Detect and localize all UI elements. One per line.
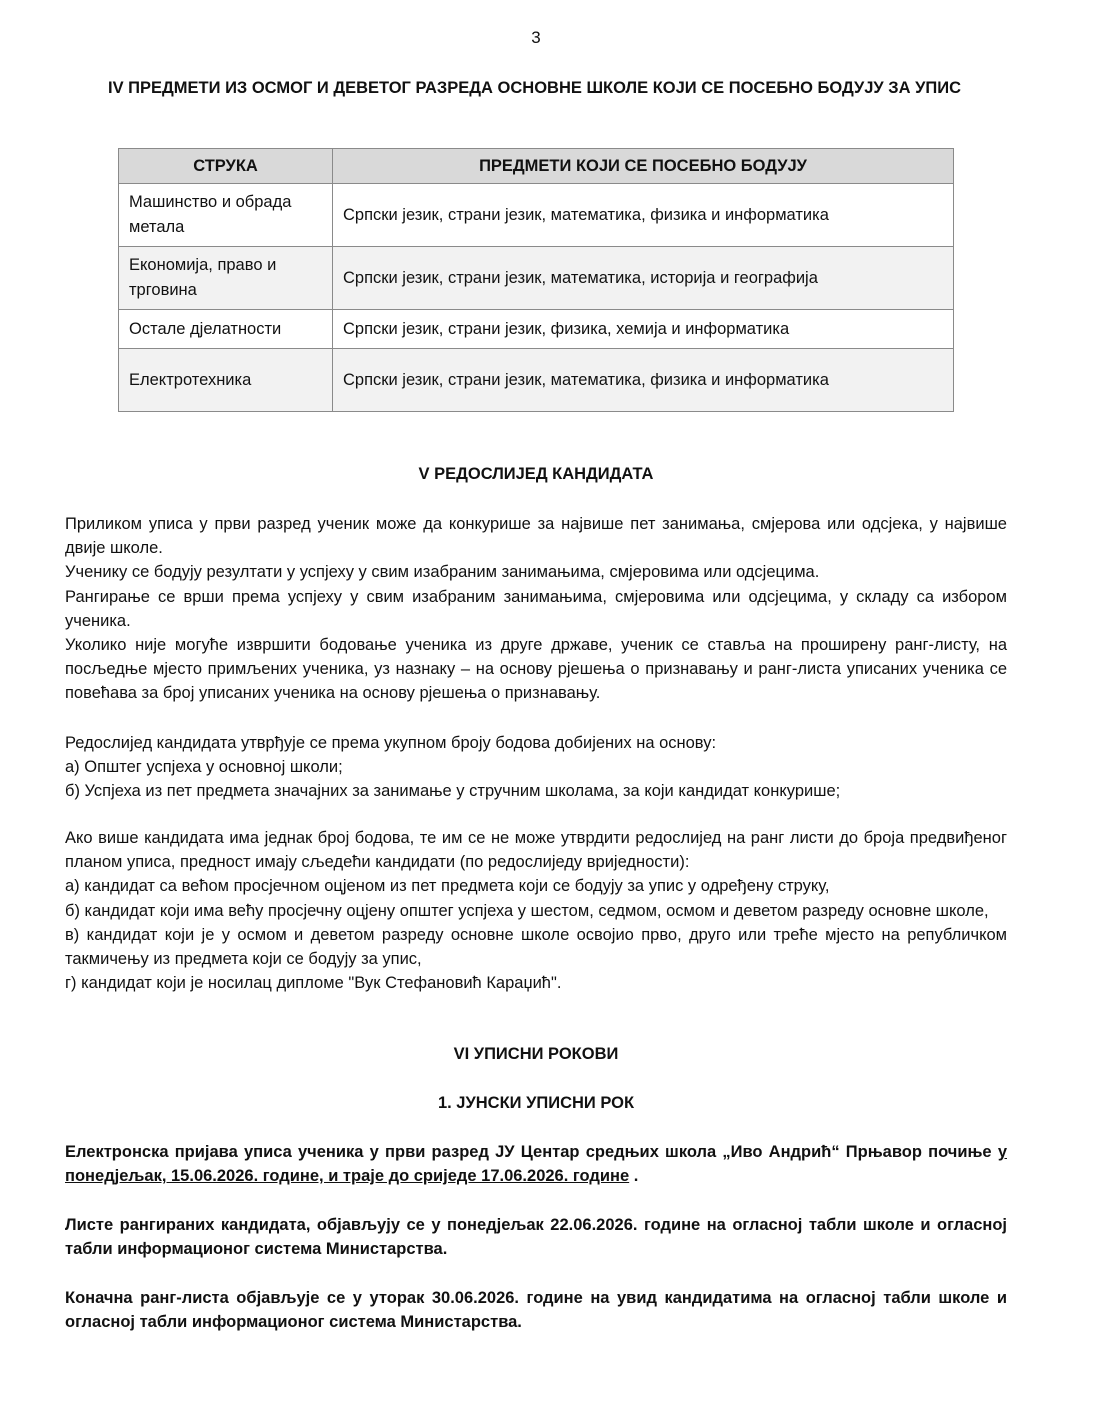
- table-cell-subjects: Српски језик, страни језик, математика, физика и информатика: [333, 349, 954, 412]
- list-item: в) кандидат који је у осмом и деветом разреду основне школе освојио прво, друго или треће мјесто на републичком такмичењу из предмета који се бодују за упис,: [65, 925, 1007, 969]
- list-item: а) кандидат са већом просјечном оцјеном из пет предмета који се бодују за упис у одређену струку,: [65, 877, 830, 896]
- section-vi-title: VI УПИСНИ РОКОВИ: [453, 1045, 619, 1063]
- paragraph: Коначна ранг-листа објављује се у уторак 30.06.2026. године на увид кандидатима на огласној табли школе и огласној табли информационог система Министарства.: [65, 1289, 1007, 1332]
- page-number: 3: [531, 28, 541, 47]
- table-row: [119, 184, 954, 247]
- list-item: б) кандидат који има већу просјечну оцјену општег успјеха у шестом, седмом, осмом и деветом разреду основне школе,: [65, 901, 989, 920]
- section-iv-title: IV ПРЕДМЕТИ ИЗ ОСМОГ И ДЕВЕТОГ РАЗРЕДА ОСНОВНЕ ШКОЛЕ КОЈИ СЕ ПОСЕБНО БОДУЈУ ЗА УПИС: [108, 79, 961, 97]
- application-dates: у понедјељак, 15.06.2026. године, и траје до сриједе 17.06.2026. године: [65, 1143, 1007, 1186]
- application-text: Електронска пријава уписа ученика у први разред ЈУ Центар средњих школа „Иво Андрић“ Прњавор почиње: [65, 1143, 998, 1161]
- section-v-title: V РЕДОСЛИЈЕД КАНДИДАТА: [418, 465, 654, 483]
- june-term-title: 1. ЈУНСКИ УПИСНИ РОК: [437, 1094, 635, 1112]
- ranking-basis-text: [65, 731, 1007, 804]
- table-header-row: [119, 149, 954, 184]
- paragraph: Уколико није могуће извршити бодовање ученика из друге државе, ученик се ставља на проширену ранг-листу, на посљедње мјесто примљених ученика, уз назнаку – на основу рјешења о признавању и ранг-листа уписаних ученика се повећава за број уписаних ученика на основу рјешења о признавању.: [65, 636, 1007, 703]
- table-header-field: СТРУКА: [119, 149, 333, 184]
- list-item: б) Успјеха из пет предмета значајних за занимање у стручним школама, за који кандидат конкурише;: [65, 782, 841, 801]
- table-cell-field: Електротехника: [119, 349, 333, 412]
- table-cell-subjects: Српски језик, страни језик, математика, физика и информатика: [333, 184, 954, 247]
- list-item: а) Општег успјеха у основној школи;: [65, 758, 343, 777]
- paragraph: Редослијед кандидата утврђује се према укупном броју бодова добијених на основу:: [65, 734, 717, 752]
- application-end: .: [629, 1167, 639, 1186]
- table-cell-field: Машинство и обрада метала: [119, 184, 333, 247]
- table-row: [119, 310, 954, 349]
- table-header-subjects: ПРЕДМЕТИ КОЈИ СЕ ПОСЕБНО БОДУЈУ: [333, 149, 954, 184]
- table-cell-field: Економија, право и трговина: [119, 247, 333, 310]
- paragraph: Приликом уписа у први разред ученик може да конкурише за највише пет занимања, смјерова или одсјека, у највише двије школе.: [65, 515, 1007, 558]
- paragraph: Листе рангираних кандидата, објављују се у понедјељак 22.06.2026. године на огласној табли школе и огласној табли информационог система Министарства.: [65, 1216, 1007, 1259]
- tie-break-text: [65, 826, 1007, 995]
- table-cell-field: Остале дјелатности: [119, 310, 333, 349]
- ranking-lists-notice: [65, 1213, 1007, 1261]
- list-item: г) кандидат који је носилац дипломе "Вук Стефановић Караџић".: [65, 974, 562, 993]
- table-cell-subjects: Српски језик, страни језик, физика, хемија и информатика: [333, 310, 954, 349]
- enrollment-rules-text: [65, 512, 1007, 706]
- paragraph: Ако више кандидата има једнак број бодова, те им се не може утврдити редослијед на ранг листи до броја предвиђеног планом уписа, предност имају сљедећи кандидати (по редослиједу вриједности):: [65, 829, 1007, 872]
- paragraph: Рангирање се врши према успјеху у свим изабраним занимањима, смјеровима или одсјецима, у складу са избором ученика.: [65, 587, 1007, 630]
- final-list-notice: [65, 1286, 1007, 1334]
- table-row: [119, 247, 954, 310]
- table-row: [119, 349, 954, 412]
- paragraph: Ученику се бодују резултати у успјеху у свим изабраним занимањима, смјеровима или одсјецима.: [65, 563, 820, 582]
- application-notice: [65, 1140, 1007, 1188]
- table-cell-subjects: Српски језик, страни језик, математика, историја и географија: [333, 247, 954, 310]
- subjects-table: [118, 148, 954, 412]
